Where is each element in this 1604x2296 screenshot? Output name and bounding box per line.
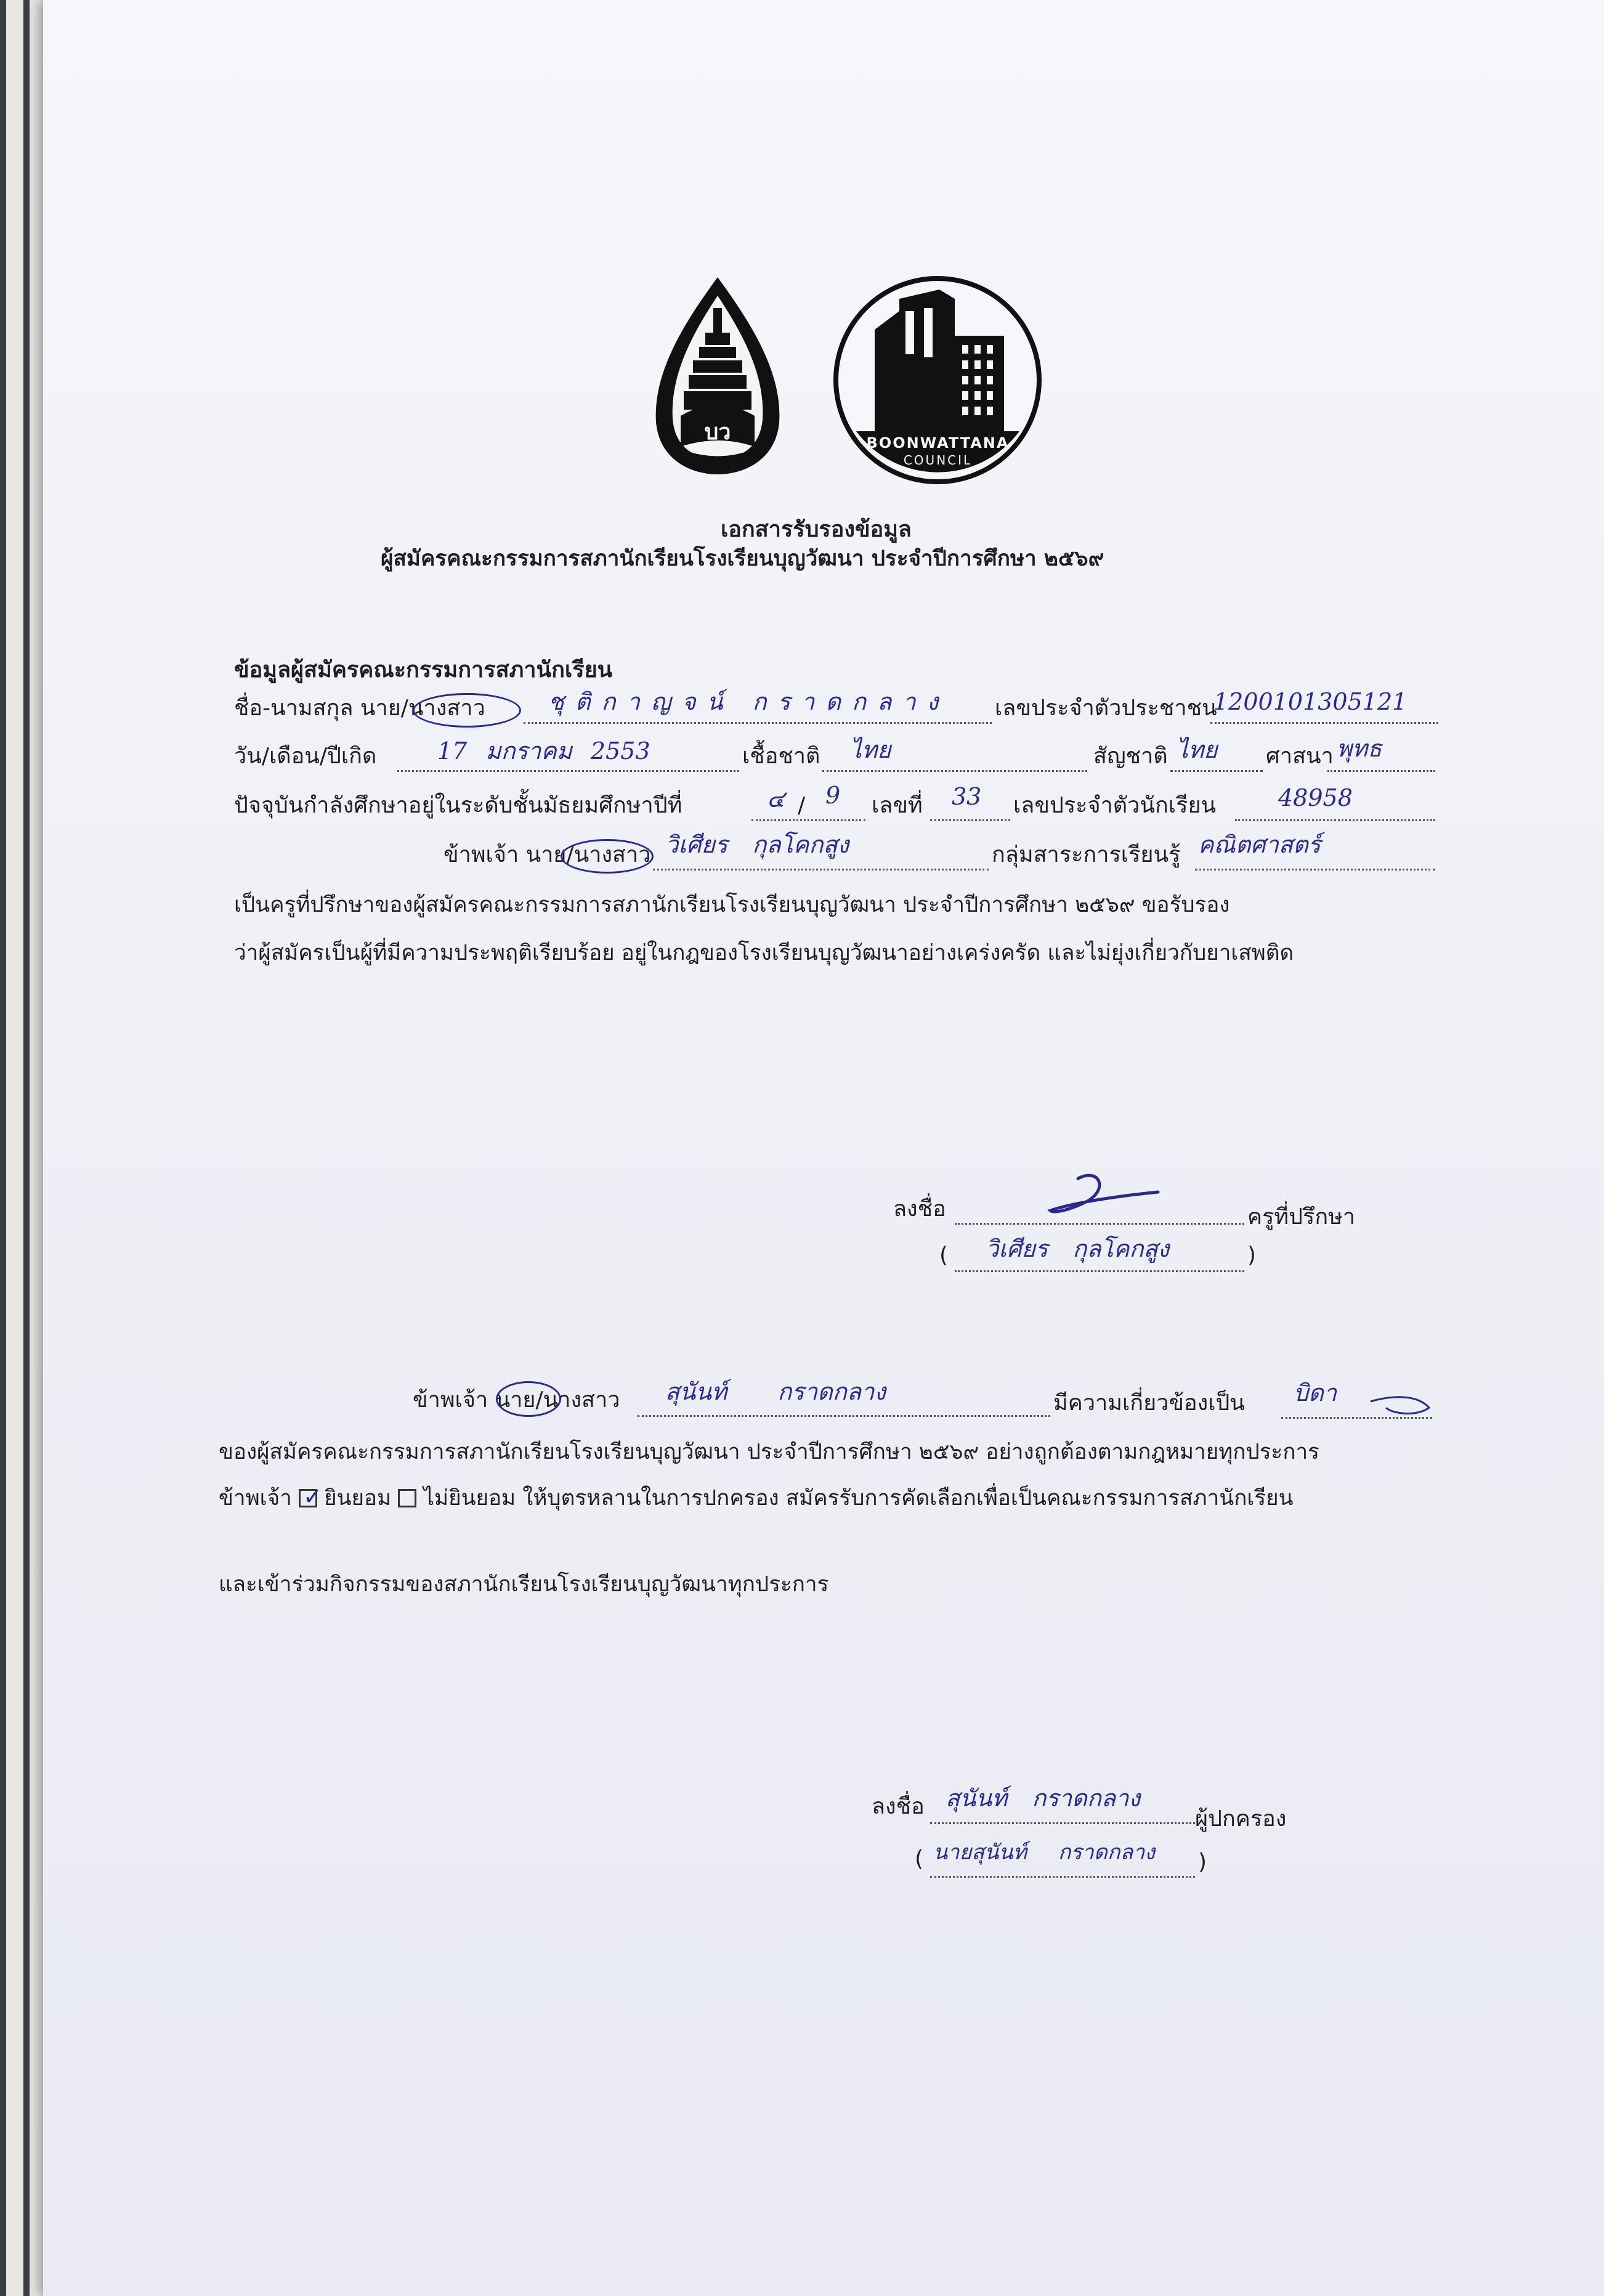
check-mark-icon: ✓ (302, 1483, 323, 1510)
grade-line (751, 819, 865, 821)
ethnicity-line (822, 770, 1087, 772)
relation-value: บิดา (1294, 1379, 1337, 1406)
grade-value-2: 9 (825, 782, 841, 809)
teacher-statement-line-1: เป็นครูที่ปรึกษาของผู้สมัครคณะกรรมการสภานักเรียนโรงเรียนบุญวัฒนา ประจำปีการศึกษา ๒๕๖๙ ขอรับรอง (234, 893, 1230, 917)
grade-value-1: ๔ (767, 785, 785, 813)
parent-sign-close-paren: ) (1198, 1849, 1207, 1875)
subject-line (1195, 869, 1435, 870)
applicant-name-line (524, 722, 992, 724)
student-id-line (1235, 819, 1435, 821)
consent-rest: ให้บุตรหลานในการปกครอง สมัครรับการคัดเลือกเพื่อเป็นคณะกรรมการสภานักเรียน (522, 1486, 1294, 1511)
teacher-signature-scribble (1041, 1167, 1164, 1223)
parent-prefix-label: ข้าพเจ้า นาย/นางสาว (413, 1387, 620, 1413)
parent-sign-line (930, 1822, 1195, 1824)
consent-prefix: ข้าพเจ้า (219, 1486, 292, 1511)
teacher-prefix-label: ข้าพเจ้า นาย/นางสาว (444, 842, 651, 867)
religion-line (1327, 770, 1435, 772)
consent-row (219, 1483, 1294, 1511)
nationality-value: ไทย (1177, 736, 1218, 763)
nationality-line (1170, 770, 1263, 772)
applicant-id-label: เลขประจำตัวประชาชน (995, 696, 1217, 721)
parent-prefix-circle (496, 1381, 561, 1417)
teacher-sign-name: วิเศียร กุลโคกสูง (986, 1235, 1170, 1262)
consent-yes-label: ยินยอม (324, 1486, 392, 1511)
teacher-name-value: วิเศียร กุลโคกสูง (665, 831, 849, 858)
consent-no-checkbox[interactable] (398, 1489, 416, 1507)
nationality-label: สัญชาติ (1093, 744, 1168, 769)
parent-name-value: สุนันท์ กราดกลาง (665, 1378, 886, 1405)
parent-statement-line-3: และเข้าร่วมกิจกรรมของสภานักเรียนโรงเรียนบุญวัฒนาทุกประการ (219, 1572, 829, 1597)
grade-separator: / (798, 793, 806, 818)
document-title: เอกสารรับรองข้อมูล (721, 517, 912, 542)
parent-sign-open-paren: ( (915, 1846, 924, 1872)
teacher-statement-line-2: ว่าผู้สมัครเป็นผู้ที่มีความประพฤติเรียบร้อย อยู่ในกฎของโรงเรียนบุญวัฒนาอย่างเคร่งครัด และไม่ยุ่งเกี่ยวกับยาเสพติด (234, 941, 1294, 965)
grade-label: ปัจจุบันกำลังศึกษาอยู่ในระดับชั้นมัธยมศึกษาปีที่ (234, 793, 683, 818)
number-line (930, 819, 1010, 821)
dob-line (397, 770, 739, 772)
consent-yes-checkbox[interactable] (299, 1483, 323, 1510)
parent-name-line (638, 1415, 1050, 1417)
prefix-circle (413, 693, 521, 728)
teacher-sign-role: ครูที่ปรึกษา (1247, 1204, 1356, 1230)
religion-label: ศาสนา (1266, 744, 1334, 769)
number-label: เลขที่ (872, 793, 923, 818)
consent-no-label: ไม่ยินยอม (423, 1486, 516, 1511)
number-value: 33 (952, 783, 982, 810)
relation-label: มีความเกี่ยวข้องเป็น (1053, 1390, 1245, 1416)
parent-sign-role: ผู้ปกครอง (1195, 1806, 1287, 1832)
parent-sign-label: ลงชื่อ (872, 1794, 925, 1819)
teacher-sign-label: ลงชื่อ (893, 1196, 946, 1222)
teacher-name-line (653, 869, 989, 870)
teacher-sign-line (955, 1223, 1244, 1225)
ethnicity-value: ไทย (850, 736, 891, 763)
ethnicity-label: เชื้อชาติ (742, 744, 820, 769)
council-logo-text-1: BOONWATTANA (866, 434, 1010, 452)
religion-value: พุทธ (1337, 735, 1382, 762)
student-id-label: เลขประจำตัวนักเรียน (1013, 793, 1217, 818)
teacher-sign-name-line (955, 1270, 1244, 1272)
teacher-sign-close-paren: ) (1247, 1243, 1257, 1268)
parent-sign-name-line (930, 1876, 1195, 1878)
dob-label: วัน/เดือน/ปีเกิด (234, 744, 377, 769)
school-emblem-logo (647, 274, 788, 477)
subject-label: กลุ่มสาระการเรียนรู้ (992, 842, 1181, 867)
subject-value: คณิตศาสตร์ (1198, 831, 1321, 858)
section-heading: ข้อมูลผู้สมัครคณะกรรมการสภานักเรียน (234, 657, 613, 683)
student-id-value: 48958 (1278, 784, 1353, 811)
parent-sign-name: นายสุนันท์ กราดกลาง (933, 1840, 1155, 1865)
svg-text:บว: บว (704, 420, 731, 445)
teacher-prefix-circle (561, 839, 654, 874)
council-logo-text-2: COUNCIL (903, 453, 973, 468)
dob-value: 17 มกราคม 2553 (437, 737, 650, 765)
parent-sign-value: สุนันท์ กราดกลาง (946, 1785, 1140, 1812)
applicant-id-value: 1200101305121 (1213, 688, 1408, 715)
council-logo (832, 274, 1044, 487)
document-subtitle: ผู้สมัครคณะกรรมการสภานักเรียนโรงเรียนบุญวัฒนา ประจำปีการศึกษา ๒๕๖๙ (381, 546, 1104, 571)
applicant-name-label: ชื่อ-นามสกุล นาย/นางสาว (234, 696, 485, 721)
applicant-name-value: ชุติกาญจน์ กราดกลาง (548, 688, 950, 715)
teacher-sign-open-paren: ( (939, 1243, 949, 1268)
parent-statement-line-1: ของผู้สมัครคณะกรรมการสภานักเรียนโรงเรียนบุญวัฒนา ประจำปีการศึกษา ๒๕๖๙ อย่างถูกต้องตามกฎหมายทุกประการ (219, 1440, 1319, 1464)
document-paper (43, 0, 1604, 2296)
relation-scribble (1367, 1389, 1454, 1426)
applicant-id-line (1210, 722, 1438, 724)
